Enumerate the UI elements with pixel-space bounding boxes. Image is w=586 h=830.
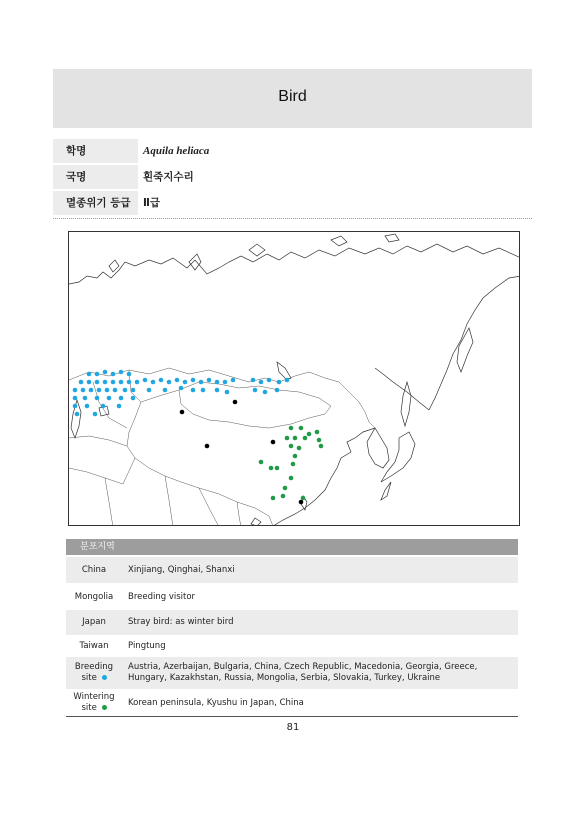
info-value: Ⅱ급: [143, 197, 161, 209]
row-key: Japan: [82, 617, 106, 627]
row-value: Xinjiang, Qinghai, Shanxi: [128, 564, 235, 575]
divider: [53, 218, 532, 219]
row-key: China: [81, 564, 107, 575]
row-key: Taiwan: [79, 640, 109, 651]
table-row: [66, 610, 518, 635]
table-row: [66, 657, 518, 689]
map-svg: [69, 232, 520, 526]
distribution-header: 분포지역: [66, 539, 518, 555]
info-label: 멸종위기 등급: [53, 191, 138, 215]
page-number: 81: [286, 722, 300, 733]
row-value: Korean peninsula, Kyushu in Japan, China: [128, 697, 304, 708]
distribution-map: [68, 231, 520, 526]
row-key: Mongolia: [74, 591, 114, 602]
row-value: Austria, Azerbaijan, Bulgaria, China, Czech Republic, Macedonia, Georgia, Greece, Hungary, Kazakhstan, Russia, Mongolia, Serbia, Slovakia, Turkey, Ukraine: [128, 662, 478, 683]
row-value: Breeding visitor: [128, 591, 196, 602]
breeding-site-dots: [73, 370, 290, 417]
info-label: 국명: [53, 165, 138, 189]
info-row-scientific-name: [53, 139, 532, 165]
row-key: Wintering site: [73, 692, 115, 713]
breeding-dot-icon: [102, 675, 107, 680]
info-row-endangered-grade: [53, 191, 532, 217]
info-value: Aquila heliaca: [143, 145, 210, 157]
table-row: [66, 636, 518, 656]
info-row-korean-name: [53, 165, 532, 191]
wintering-dot-icon: [102, 705, 107, 710]
info-label: 학명: [53, 139, 138, 163]
row-value: Pingtung: [128, 640, 166, 651]
row-value: Stray bird: as winter bird: [128, 617, 234, 627]
header-bar: [53, 69, 532, 128]
table-row: [66, 585, 518, 609]
table-row: [66, 557, 518, 583]
row-key: Breeding site: [74, 662, 114, 683]
page-title: Bird: [278, 88, 307, 105]
table-row: [66, 690, 518, 716]
info-value: 흰죽지수리: [143, 171, 194, 183]
table-bottom-rule: [66, 716, 518, 717]
wintering-site-dots: [259, 426, 324, 501]
